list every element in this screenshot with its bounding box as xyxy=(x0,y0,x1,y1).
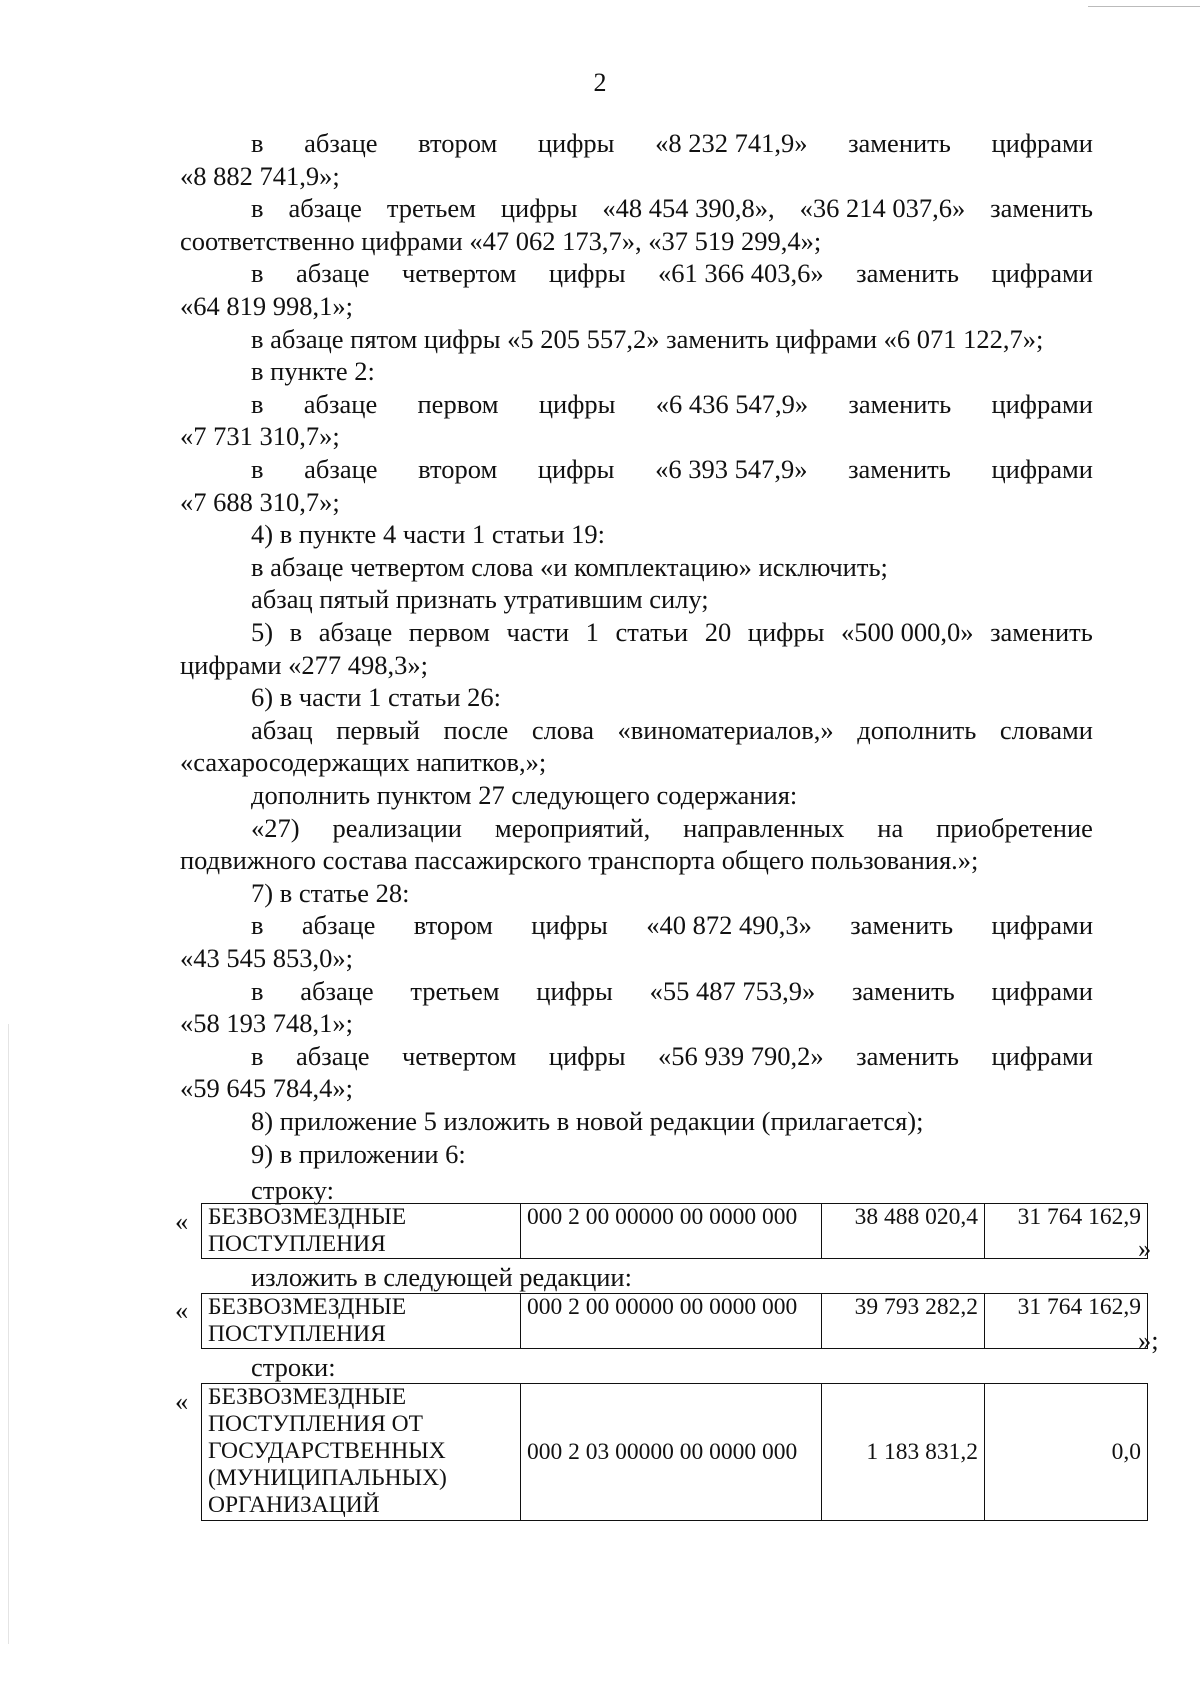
paragraph-continuation: «8 882 741,9»; xyxy=(180,160,340,191)
word: статьи xyxy=(615,617,689,647)
word: в xyxy=(289,617,303,647)
paragraph-continuation: «64 819 998,1»; xyxy=(180,291,353,321)
word: «500 000,0» xyxy=(840,617,974,647)
word: в xyxy=(251,258,264,289)
word: первый xyxy=(336,714,420,745)
word: дополнить xyxy=(857,714,977,745)
paragraph-line: в абзаце четвертом слова «и комплектацию» исключить; xyxy=(251,551,888,582)
row-code: 000 2 00 00000 00 0000 000 xyxy=(521,1204,822,1259)
word: четвертом xyxy=(401,258,517,289)
paragraph-line xyxy=(251,257,1093,290)
paragraph-line xyxy=(251,192,1093,225)
word: втором xyxy=(418,128,498,158)
paragraph-line: в абзаце пятом цифры «5 205 557,2» заменить цифрами «6 071 122,7»; xyxy=(251,323,1044,354)
word: заменить xyxy=(848,128,951,158)
close-quote: »; xyxy=(1138,1325,1159,1355)
paragraph-continuation: «сахаросодержащих напитков,»; xyxy=(180,747,547,778)
word: «55 487 753,9» xyxy=(649,975,816,1006)
word: цифрами xyxy=(991,910,1093,941)
word: абзаце xyxy=(301,910,376,941)
paragraph-continuation: цифрами «277 498,3»; xyxy=(180,649,428,680)
word: после xyxy=(443,714,509,745)
word: заменить xyxy=(851,975,955,1006)
row-code: 000 2 03 00000 00 0000 000 xyxy=(521,1384,822,1521)
word: абзаце xyxy=(296,1040,370,1071)
row-name: БЕЗВОЗМЕЗДНЫЕ ПОСТУПЛЕНИЯ ОТ ГОСУДАРСТВЕННЫХ (МУНИЦИПАЛЬНЫХ) ОРГАНИЗАЦИЙ xyxy=(202,1384,521,1521)
word: направленных xyxy=(683,812,845,843)
word: первом xyxy=(417,388,499,419)
word: втором xyxy=(418,454,498,484)
word: цифрами xyxy=(991,128,1093,158)
caption-new-edition: изложить в следующей редакции: xyxy=(251,1262,632,1292)
word: «8 232 741,9» xyxy=(655,128,808,158)
word: заменить xyxy=(856,258,959,289)
word: в xyxy=(251,128,264,158)
paragraph-line xyxy=(251,616,1093,649)
word: словами xyxy=(999,714,1093,745)
word: «36 214 037,6» xyxy=(799,193,966,224)
paragraph-line: дополнить пунктом 27 следующего содержания: xyxy=(251,780,798,810)
paragraph-continuation: «7 688 310,7»; xyxy=(180,486,340,517)
word: «виноматериалов,» xyxy=(617,714,834,745)
paragraph-line xyxy=(251,127,1093,160)
word: абзаце xyxy=(304,454,378,484)
word: заменить xyxy=(856,1040,959,1071)
paragraph-line: абзац пятый признать утратившим силу; xyxy=(251,584,709,615)
budget-row-table-old xyxy=(201,1203,1148,1259)
word: «61 366 403,6» xyxy=(658,258,824,289)
word: цифры xyxy=(548,1040,626,1071)
word: цифрами xyxy=(991,1040,1093,1071)
caption-row: строку: xyxy=(251,1175,334,1205)
row-value-2: 31 764 162,9 xyxy=(985,1294,1148,1349)
word: «6 393 547,9» xyxy=(655,454,808,484)
word: заменить xyxy=(990,193,1093,224)
budget-rows-table xyxy=(201,1383,1148,1521)
word: абзац xyxy=(251,714,313,745)
word: абзаце xyxy=(296,258,370,289)
open-quote: « xyxy=(175,1206,189,1236)
open-quote: « xyxy=(175,1295,189,1325)
word: мероприятий, xyxy=(494,812,651,843)
row-name: БЕЗВОЗМЕЗДНЫЕ ПОСТУПЛЕНИЯ xyxy=(202,1204,521,1259)
scan-edge-line xyxy=(1088,6,1200,7)
word: 5) xyxy=(251,617,274,647)
word: абзаце xyxy=(304,128,378,158)
word: абзаце xyxy=(303,388,378,419)
word: части xyxy=(506,617,570,647)
word: цифры xyxy=(537,128,615,158)
word: «6 436 547,9» xyxy=(655,388,809,419)
word: приобретение xyxy=(936,812,1093,843)
word: «27) xyxy=(251,812,300,843)
paragraph-continuation: «43 545 853,0»; xyxy=(180,943,353,973)
paragraph-line: 7) в статье 28: xyxy=(251,877,410,908)
paragraph-continuation: соответственно цифрами «47 062 173,7», «37 519 299,4»; xyxy=(180,225,822,256)
word: реализации xyxy=(332,812,462,843)
paragraph-line xyxy=(251,975,1093,1008)
word: на xyxy=(877,812,904,843)
budget-row-table-new xyxy=(201,1293,1148,1349)
word: цифры xyxy=(500,193,578,224)
row-code: 000 2 00 00000 00 0000 000 xyxy=(521,1294,822,1349)
word: слова xyxy=(531,714,594,745)
word: третьем xyxy=(410,975,500,1006)
row-value-2: 0,0 xyxy=(985,1384,1148,1521)
paragraph-line xyxy=(251,812,1093,845)
table-row xyxy=(202,1384,1148,1521)
paragraph-line: 9) в приложении 6: xyxy=(251,1138,466,1169)
paragraph-line: в пункте 2: xyxy=(251,356,375,387)
word: третьем xyxy=(386,193,476,224)
paragraph-continuation: подвижного состава пассажирского транспорта общего пользования.»; xyxy=(180,845,979,876)
open-quote: « xyxy=(175,1386,189,1416)
word: цифры xyxy=(531,910,608,941)
word: цифрами xyxy=(991,258,1093,289)
word: 1 xyxy=(585,617,599,647)
row-name: БЕЗВОЗМЕЗДНЫЕ ПОСТУПЛЕНИЯ xyxy=(202,1294,521,1349)
paragraph-line xyxy=(251,909,1093,942)
word: абзаце xyxy=(318,617,393,647)
paragraph-continuation: «59 645 784,4»; xyxy=(180,1073,353,1104)
paragraph-line xyxy=(251,714,1093,747)
close-quote: » xyxy=(1138,1233,1152,1263)
paragraph-continuation: «58 193 748,1»; xyxy=(180,1008,353,1039)
scan-edge-line xyxy=(8,1024,9,1644)
row-value-1: 39 793 282,2 xyxy=(822,1294,985,1349)
page-number: 2 xyxy=(593,68,607,97)
paragraph-line: 4) в пункте 4 части 1 статьи 19: xyxy=(251,519,606,550)
row-value-1: 1 183 831,2 xyxy=(822,1384,985,1521)
word: цифры xyxy=(548,258,626,289)
paragraph-continuation: «7 731 310,7»; xyxy=(180,421,340,452)
word: абзаце xyxy=(288,193,362,224)
word: втором xyxy=(413,910,493,941)
word: четвертом xyxy=(401,1040,517,1071)
word: заменить xyxy=(848,454,951,484)
word: в xyxy=(251,193,264,224)
paragraph-line xyxy=(251,453,1093,486)
word: цифры xyxy=(747,617,825,647)
word: первом xyxy=(408,617,490,647)
paragraph-line xyxy=(251,1040,1093,1073)
word: цифрами xyxy=(991,388,1093,419)
word: в xyxy=(251,910,264,941)
word: заменить xyxy=(848,388,952,419)
word: цифрами xyxy=(991,975,1093,1006)
row-value-1: 38 488 020,4 xyxy=(822,1204,985,1259)
word: цифры xyxy=(537,454,615,484)
word: в xyxy=(251,454,264,484)
word: заменить xyxy=(850,910,954,941)
caption-rows: строки: xyxy=(251,1352,336,1382)
paragraph-line xyxy=(251,388,1093,421)
table-row xyxy=(202,1294,1148,1349)
word: цифры xyxy=(536,975,613,1006)
word: в xyxy=(251,1040,264,1071)
table-row xyxy=(202,1204,1148,1259)
word: «56 939 790,2» xyxy=(658,1040,824,1071)
word: «48 454 390,8», xyxy=(602,193,775,224)
word: абзаце xyxy=(300,975,374,1006)
row-value-2: 31 764 162,9 xyxy=(985,1204,1148,1259)
word: цифры xyxy=(538,388,616,419)
word: в xyxy=(251,975,264,1006)
word: в xyxy=(251,388,264,419)
paragraph-line: 6) в части 1 статьи 26: xyxy=(251,682,502,713)
word: 20 xyxy=(704,617,732,647)
paragraph-line: 8) приложение 5 изложить в новой редакции (прилагается); xyxy=(251,1106,924,1136)
word: «40 872 490,3» xyxy=(646,910,812,941)
word: заменить xyxy=(990,617,1093,647)
word: цифрами xyxy=(991,454,1093,484)
